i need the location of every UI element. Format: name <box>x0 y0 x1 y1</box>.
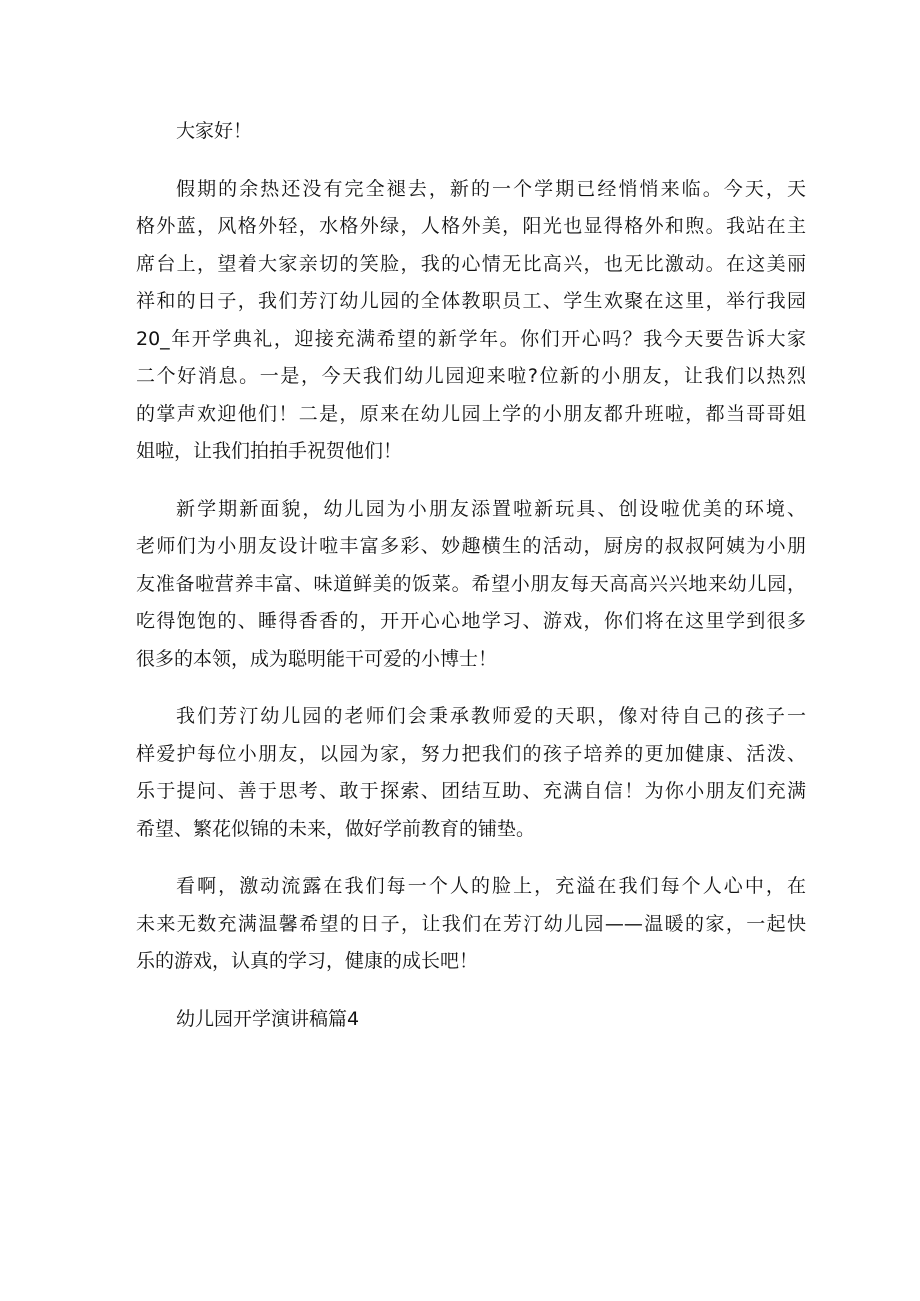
paragraph-line: 乐于提问、善于思考、敢于探索、团结互助、充满自信！为你小朋友们充满 <box>136 780 806 802</box>
paragraph-line: 我们芳汀幼儿园的老师们会秉承教师爱的天职，像对待自己的孩子一 <box>176 705 806 727</box>
paragraph-line: 二个好消息。一是，今天我们幼儿园迎来啦?位新的小朋友，让我们以热烈 <box>136 365 806 387</box>
paragraph-line: 姐啦，让我们拍拍手祝贺他们！ <box>136 440 403 462</box>
greeting-line: 大家好！ <box>176 120 253 142</box>
paragraph-line: 友准备啦营养丰富、味道鲜美的饭菜。希望小朋友每天高高兴兴地来幼儿园， <box>136 572 806 595</box>
paragraph-line: 希望、繁花似锦的未来，做好学前教育的铺垫。 <box>136 817 536 840</box>
paragraph-line: 新学期新面貌，幼儿园为小朋友添置啦新玩具、创设啦优美的环境、 <box>176 497 806 520</box>
paragraph-line: 祥和的日子，我们芳汀幼儿园的全体教职员工、学生欢聚在这里，举行我园 <box>136 290 806 312</box>
paragraph-line: 的掌声欢迎他们！二是，原来在幼儿园上学的小朋友都升班啦，都当哥哥姐 <box>136 402 806 425</box>
section-heading: 幼儿园开学演讲稿篇4 <box>176 1007 360 1030</box>
paragraph-line: 未来无数充满温馨希望的日子，让我们在芳汀幼儿园——温暖的家，一起快 <box>136 912 806 935</box>
paragraph-line: 吃得饱饱的、睡得香香的，开开心心地学习、游戏，你们将在这里学到很多 <box>136 610 806 632</box>
paragraph-line: 乐的游戏，认真的学习，健康的成长吧！ <box>136 950 479 972</box>
document-body <box>136 113 818 1038</box>
paragraph-line: 格外蓝，风格外轻，水格外绿，人格外美，阳光也显得格外和煦。我站在主 <box>136 215 806 237</box>
paragraph-line: 假期的余热还没有完全褪去，新的一个学期已经悄悄来临。今天，天 <box>176 177 806 200</box>
paragraph-line: 看啊，激动流露在我们每一个人的脸上，充溢在我们每个人心中，在 <box>176 875 806 897</box>
paragraph-2 <box>136 491 818 679</box>
paragraph-line: 20_年开学典礼，迎接充满希望的新学年。你们开心吗？我今天要告诉大家 <box>136 327 806 350</box>
paragraph-line: 样爱护每位小朋友，以园为家，努力把我们的孩子培养的更加健康、活泼、 <box>136 742 806 765</box>
paragraph-3 <box>136 698 818 848</box>
paragraph-line: 很多的本领，成为聪明能干可爱的小博士！ <box>136 647 498 670</box>
paragraph-line: 席台上，望着大家亲切的笑脸，我的心情无比高兴，也无比激动。在这美丽 <box>136 252 806 275</box>
paragraph-1 <box>136 171 818 471</box>
paragraph-4 <box>136 868 818 981</box>
paragraph-line: 老师们为小朋友设计啦丰富多彩、妙趣横生的活动，厨房的叔叔阿姨为小朋 <box>136 535 806 557</box>
